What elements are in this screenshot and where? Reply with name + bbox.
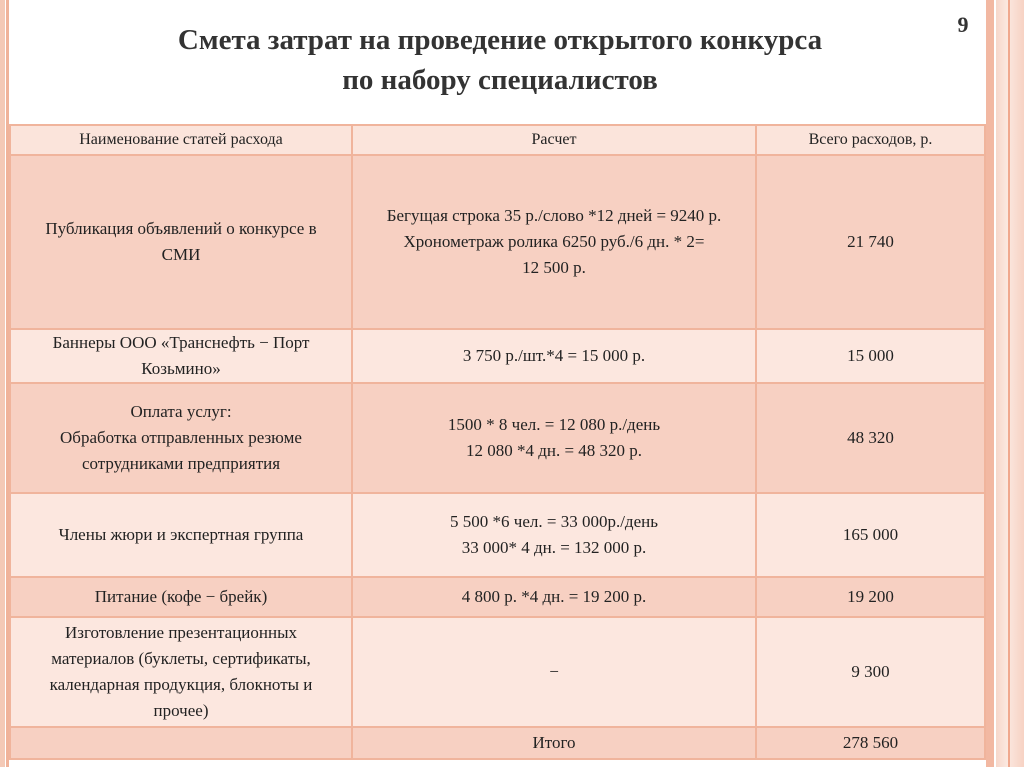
right-decorative-band-wide xyxy=(996,0,1024,767)
item-cell xyxy=(10,727,352,759)
table-row xyxy=(10,617,985,727)
left-decorative-band xyxy=(0,0,5,767)
calc-cell: − xyxy=(352,617,756,727)
title-line: Смета затрат на проведение открытого конкурса xyxy=(177,24,823,56)
total-cell: 9 300 xyxy=(756,617,985,727)
table-row xyxy=(10,577,985,617)
table-row xyxy=(10,493,985,577)
total-cell: 278 560 xyxy=(756,727,985,759)
item-cell: Публикация объявлений о конкурсе в СМИ xyxy=(10,155,352,329)
table-row xyxy=(10,329,985,383)
item-cell: Оплата услуг: Обработка отправленных резюме сотрудниками предприятия xyxy=(10,383,352,493)
total-cell: 15 000 xyxy=(756,329,985,383)
slide-title xyxy=(60,20,940,100)
total-cell: 165 000 xyxy=(756,493,985,577)
calc-cell: Бегущая строка 35 р./слово *12 дней = 9240 р. Хронометраж ролика 6250 руб./6 дн. * 2= 12 500 р. xyxy=(352,155,756,329)
calc-cell: 5 500 *6 чел. = 33 000р./день 33 000* 4 дн. = 132 000 р. xyxy=(352,493,756,577)
calc-cell: 3 750 р./шт.*4 = 15 000 р. xyxy=(352,329,756,383)
table-row xyxy=(10,155,985,329)
right-decorative-band-line xyxy=(1008,0,1010,767)
item-cell: Члены жюри и экспертная группа xyxy=(10,493,352,577)
item-cell: Изготовление презентационных материалов (буклеты, сертификаты, календарная продукция, блокноты и прочее) xyxy=(10,617,352,727)
cost-estimate-table xyxy=(9,124,986,760)
total-cell: 21 740 xyxy=(756,155,985,329)
right-decorative-band xyxy=(986,0,994,767)
header-calc: Расчет xyxy=(352,125,756,155)
table-row-total xyxy=(10,727,985,759)
header-item: Наименование статей расхода xyxy=(10,125,352,155)
calc-cell: 4 800 р. *4 дн. = 19 200 р. xyxy=(352,577,756,617)
total-cell: 48 320 xyxy=(756,383,985,493)
calc-cell: 1500 * 8 чел. = 12 080 р./день 12 080 *4 дн. = 48 320 р. xyxy=(352,383,756,493)
calc-cell: Итого xyxy=(352,727,756,759)
title-line: по набору специалистов xyxy=(342,64,658,96)
item-cell: Питание (кофе − брейк) xyxy=(10,577,352,617)
table-header-row xyxy=(10,125,985,155)
total-cell: 19 200 xyxy=(756,577,985,617)
table-row xyxy=(10,383,985,493)
header-total: Всего расходов, р. xyxy=(756,125,985,155)
page-number: 9 xyxy=(957,12,969,37)
item-cell: Баннеры ООО «Транснефть − Порт Козьмино» xyxy=(10,329,352,383)
